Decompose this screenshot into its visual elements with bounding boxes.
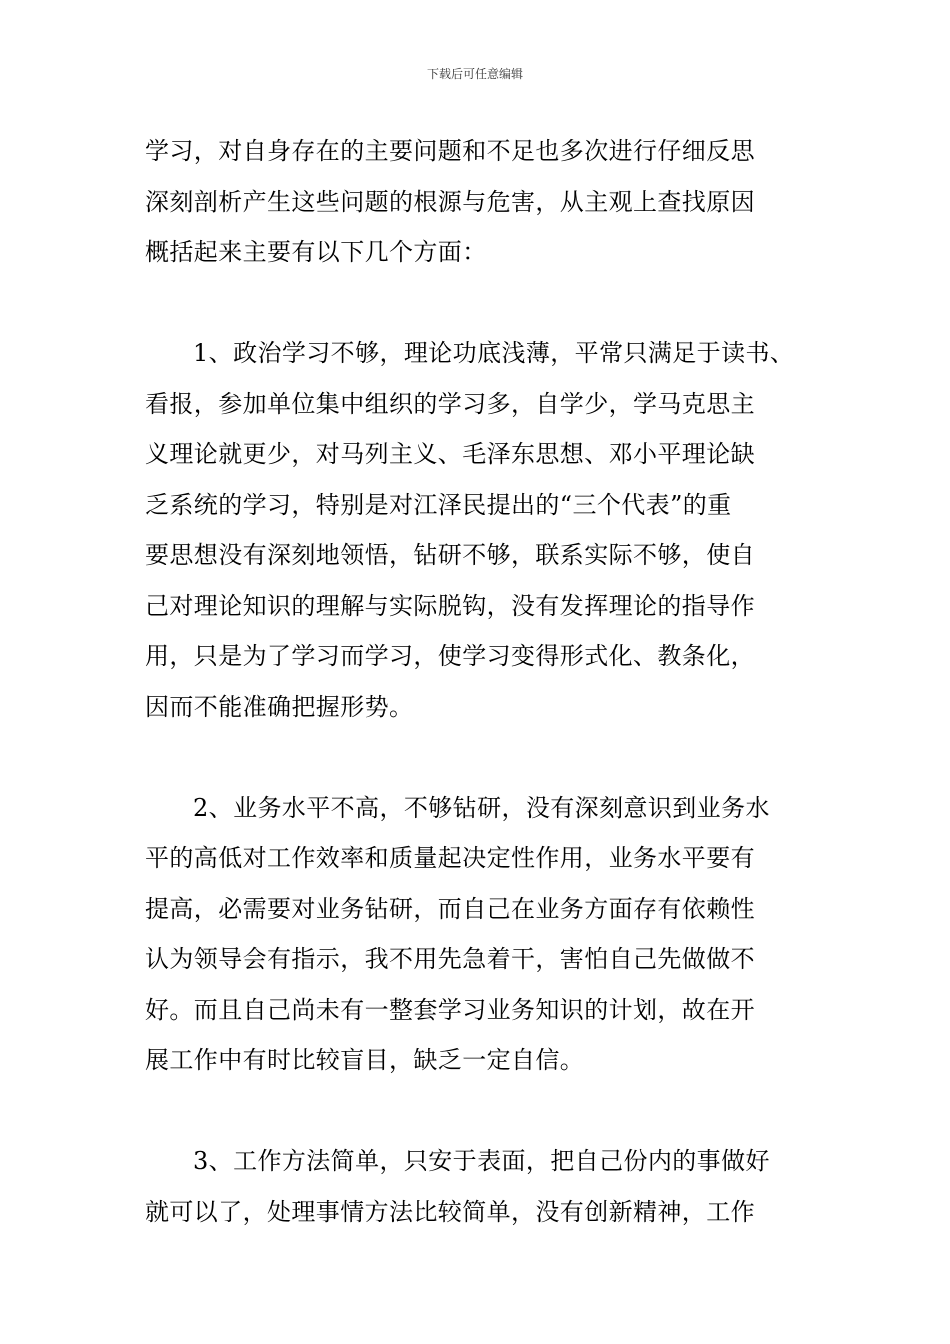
text-line: 学习，对自身存在的主要问题和不足也多次进行仔细反思 (145, 137, 755, 165)
text-line: 己对理论知识的理解与实际脱钩，没有发挥理论的指导作 (145, 591, 755, 620)
text-line: 3、工作方法简单，只安于表面，把自己份内的事做好 (193, 1147, 770, 1175)
paragraph-item-3 (145, 1136, 825, 1237)
document-body (145, 126, 825, 1237)
paragraph-item-2 (145, 783, 825, 1086)
text-line: 义理论就更少，对马列主义、毛泽东思想、邓小平理论缺 (145, 440, 755, 468)
text-line: 深刻剖析产生这些问题的根源与危害，从主观上查找原因 (145, 187, 755, 216)
text-line: 提高，必需要对业务钻研，而自己在业务方面存有依赖性 (145, 894, 755, 923)
text-line: 用，只是为了学习而学习，使学习变得形式化、教条化， (145, 642, 755, 670)
text-line: 展工作中有时比较盲目，缺乏一定自信。 (145, 1046, 585, 1074)
text-line: 1、政治学习不够，理论功底浅薄，平常只满足于读书、 (193, 339, 795, 367)
text-line: 乏系统的学习，特别是对江泽民提出的“三个代表”的重 (145, 490, 732, 519)
text-line: 2、业务水平不高，不够钻研，没有深刻意识到业务水 (193, 793, 770, 822)
text-line: 因而不能准确把握形势。 (145, 692, 414, 721)
page-header: 下载后可任意编辑 (426, 67, 523, 81)
paragraph-gap (145, 278, 825, 329)
text-line: 平的高低对工作效率和质量起决定性作用，业务水平要有 (145, 844, 755, 872)
text-line: 就可以了，处理事情方法比较简单，没有创新精神，工作 (145, 1197, 755, 1226)
text-line: 概括起来主要有以下几个方面： (145, 238, 487, 266)
text-line: 好。而且自己尚未有一整套学习业务知识的计划，故在开 (145, 995, 755, 1024)
text-line: 认为领导会有指示，我不用先急着干，害怕自己先做做不 (145, 945, 755, 973)
paragraph-intro (145, 126, 825, 278)
text-line: 要思想没有深刻地领悟，钻研不够，联系实际不够，使自 (145, 541, 755, 569)
paragraph-gap (145, 732, 825, 783)
text-line: 看报，参加单位集中组织的学习多，自学少，学马克思主 (145, 389, 755, 418)
paragraph-gap (145, 1086, 825, 1137)
paragraph-item-1 (145, 328, 825, 732)
